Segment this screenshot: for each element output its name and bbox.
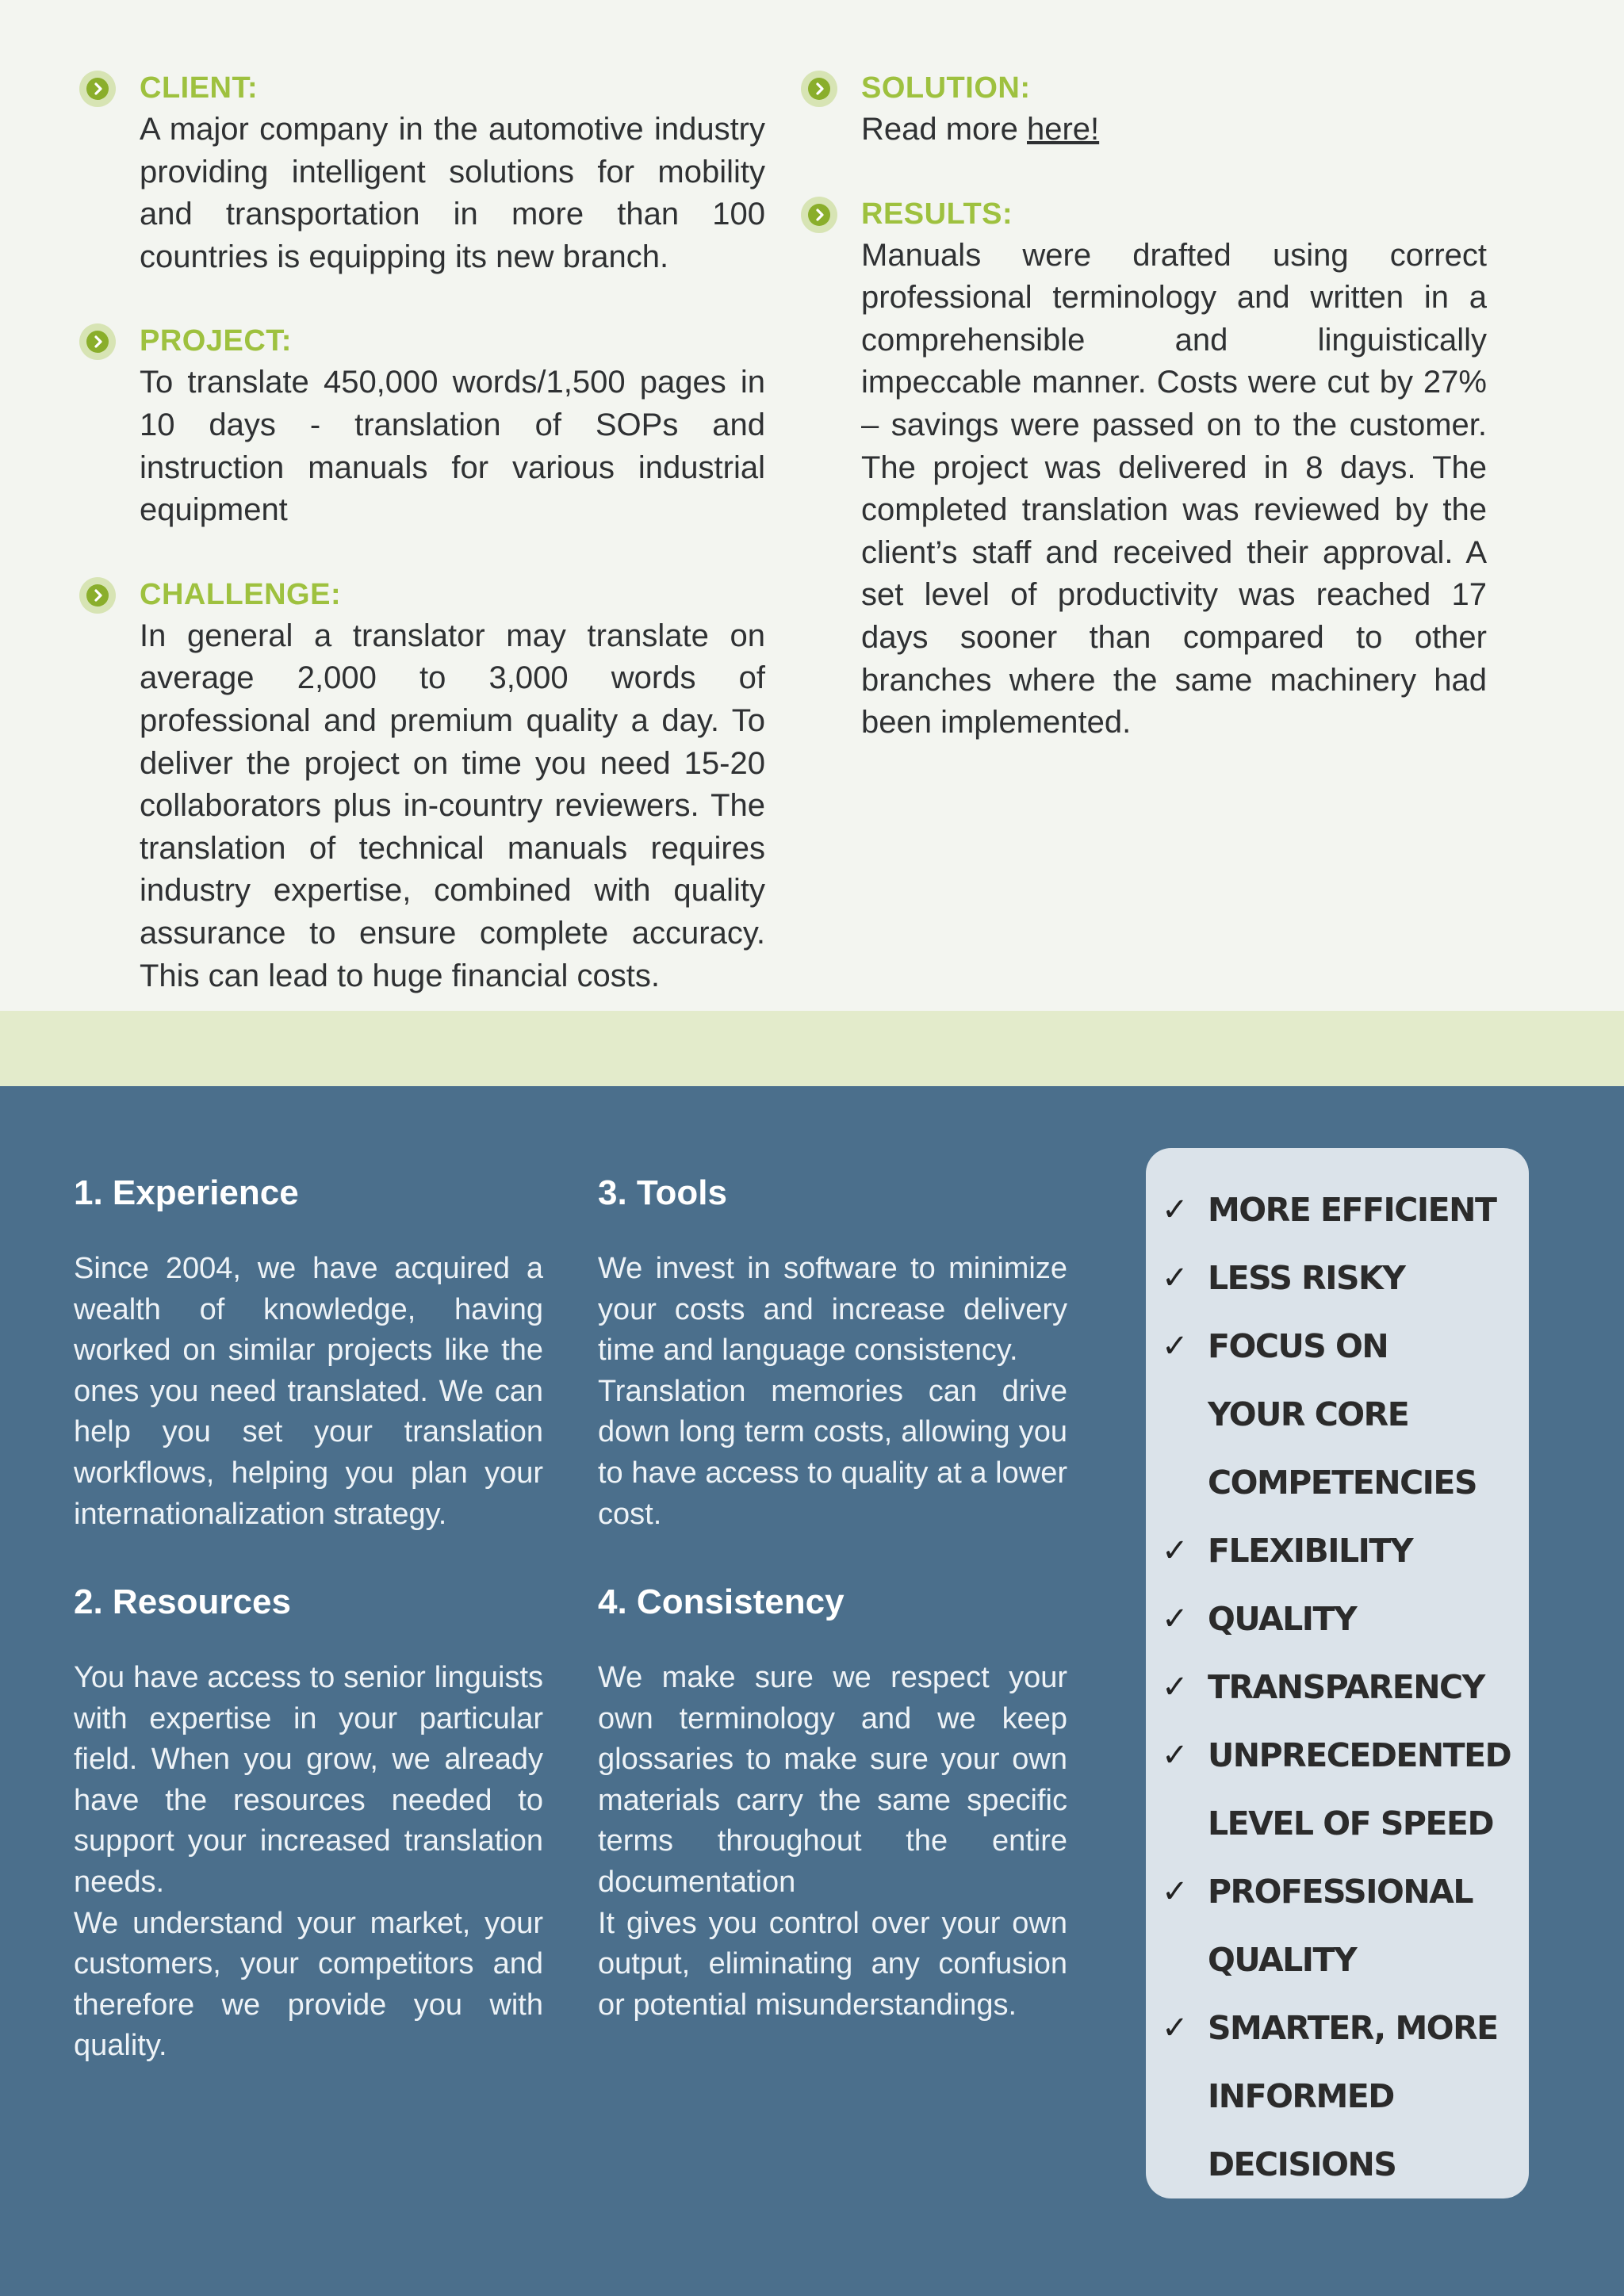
benefit-label: FOCUS ON: [1208, 1327, 1388, 1365]
check-icon: ✓: [1162, 1533, 1189, 1568]
benefit-label: UNPRECEDENTED: [1208, 1736, 1511, 1774]
results-block: [801, 193, 1487, 744]
benefit-label: MORE EFFICIENT: [1208, 1191, 1496, 1229]
consistency-text-2: It gives you control over your own output, eliminating any confusion or potential misunderstandings.: [598, 1906, 1067, 2022]
benefit-label: TRANSPARENCY: [1208, 1668, 1484, 1706]
chevron-right-circle-icon: [801, 197, 837, 233]
chevron-right-circle-icon: [801, 71, 837, 107]
benefit-row: [1162, 1721, 1511, 1789]
case-study-left-column: [79, 67, 765, 997]
benefit-label: YOUR CORE: [1208, 1395, 1409, 1433]
check-icon: ✓: [1162, 1670, 1189, 1705]
benefit-label: COMPETENCIES: [1208, 1464, 1477, 1502]
consistency-title: 4. Consistency: [598, 1582, 845, 1621]
experience-title: 1. Experience: [74, 1173, 299, 1212]
benefit-row-continued: [1162, 2130, 1396, 2198]
benefit-label: INFORMED: [1208, 2077, 1394, 2115]
benefit-row: [1162, 1312, 1388, 1380]
benefit-row: [1162, 1176, 1496, 1244]
consistency-section: [598, 1578, 1067, 2026]
case-study-right-column: [801, 67, 1487, 744]
benefit-row: [1162, 1585, 1356, 1653]
benefit-label: LESS RISKY: [1208, 1259, 1405, 1297]
project-block: [79, 320, 765, 531]
check-icon: ✓: [1162, 1329, 1189, 1364]
resources-text-2: We understand your market, your customers, your competitors and therefore we provide you with quality.: [74, 1906, 543, 2063]
solution-prefix: Read more: [861, 112, 1027, 147]
solution-block: [801, 67, 1487, 151]
benefit-label: QUALITY: [1208, 1600, 1357, 1638]
experience-section: [74, 1169, 543, 1535]
benefit-label: QUALITY: [1208, 1941, 1357, 1979]
challenge-text: In general a translator may translate on average 2,000 to 3,000 words of professional and premium quality a day. To deliver the project on time you need 15-20 collaborators plus in-country reviewers. The translation of technical manuals requires industry expertise, combined with quality assurance to ensure complete accuracy. This can lead to huge financial costs.: [140, 618, 765, 993]
benefit-row-continued: [1162, 1926, 1356, 1994]
benefits-box: [1146, 1148, 1529, 2198]
results-title: RESULTS:: [861, 197, 1013, 231]
read-more-link[interactable]: here!: [1026, 112, 1100, 147]
benefit-label: PROFESSIONAL: [1208, 1873, 1473, 1911]
benefit-row: [1162, 1244, 1404, 1312]
consistency-text: We make sure we respect your own terminology and we keep glossaries to make sure your own materials carry the same specific terms throughout the entire documentation: [598, 1661, 1067, 1899]
benefit-label: FLEXIBILITY: [1208, 1532, 1413, 1570]
benefit-row-continued: [1162, 1448, 1477, 1517]
tools-section: [598, 1169, 1067, 1535]
benefit-row-continued: [1162, 2062, 1394, 2130]
tools-title: 3. Tools: [598, 1173, 727, 1212]
client-block: [79, 67, 765, 278]
divider-band: [0, 1011, 1624, 1086]
challenge-title: CHALLENGE:: [140, 577, 342, 611]
client-title: CLIENT:: [140, 71, 259, 105]
experience-text: Since 2004, we have acquired a wealth of knowledge, having worked on similar projects like the ones you need translated. We can help you set your translation workflows, helping you plan your internationalization strategy.: [74, 1252, 543, 1531]
check-icon: ✓: [1162, 1874, 1189, 1909]
benefit-label: DECISIONS: [1208, 2145, 1396, 2183]
benefit-row-continued: [1162, 1789, 1493, 1858]
resources-text: You have access to senior linguists with expertise in your particular field. When you grow, we already have the resources needed to support your increased translation needs.: [74, 1661, 543, 1899]
benefit-label: LEVEL OF SPEED: [1208, 1804, 1494, 1843]
check-icon: ✓: [1162, 2011, 1189, 2045]
check-icon: ✓: [1162, 1738, 1189, 1773]
benefit-row-continued: [1162, 1380, 1408, 1448]
solution-title: SOLUTION:: [861, 71, 1031, 105]
chevron-right-circle-icon: [79, 577, 116, 614]
resources-section: [74, 1578, 543, 2067]
benefit-row: [1162, 1994, 1498, 2062]
chevron-right-circle-icon: [79, 71, 116, 107]
check-icon: ✓: [1162, 1601, 1189, 1636]
chevron-right-circle-icon: [79, 323, 116, 360]
benefit-row: [1162, 1858, 1473, 1926]
results-text: Manuals were drafted using correct professional terminology and written in a comprehensible and linguistically impeccable manner. Costs were cut by 27% – savings were passed on to the customer. The project was delivered in 8 days. The completed translation was reviewed by the client’s staff and received their approval. A set level of productivity was reached 17 days sooner than compared to other branches where the same machinery had been implemented.: [861, 237, 1487, 740]
tools-text: We invest in software to minimize your costs and increase delivery time and language consistency.: [598, 1252, 1067, 1368]
check-icon: ✓: [1162, 1261, 1189, 1295]
solution-text: [861, 109, 1487, 151]
benefit-row: [1162, 1653, 1484, 1721]
check-icon: ✓: [1162, 1192, 1189, 1227]
resources-title: 2. Resources: [74, 1582, 291, 1621]
client-text: A major company in the automotive industry providing intelligent solutions for mobility and transportation in more than 100 countries is equipping its new branch.: [140, 112, 765, 274]
project-text: To translate 450,000 words/1,500 pages in 10 days - translation of SOPs and instruction manuals for various industrial equipment: [140, 365, 765, 528]
project-title: PROJECT:: [140, 324, 292, 358]
tools-text-2: Translation memories can drive down long term costs, allowing you to have access to quality at a lower cost.: [598, 1374, 1067, 1531]
challenge-block: [79, 574, 765, 997]
benefit-row: [1162, 1517, 1412, 1585]
benefit-label: SMARTER, MORE: [1208, 2009, 1498, 2047]
